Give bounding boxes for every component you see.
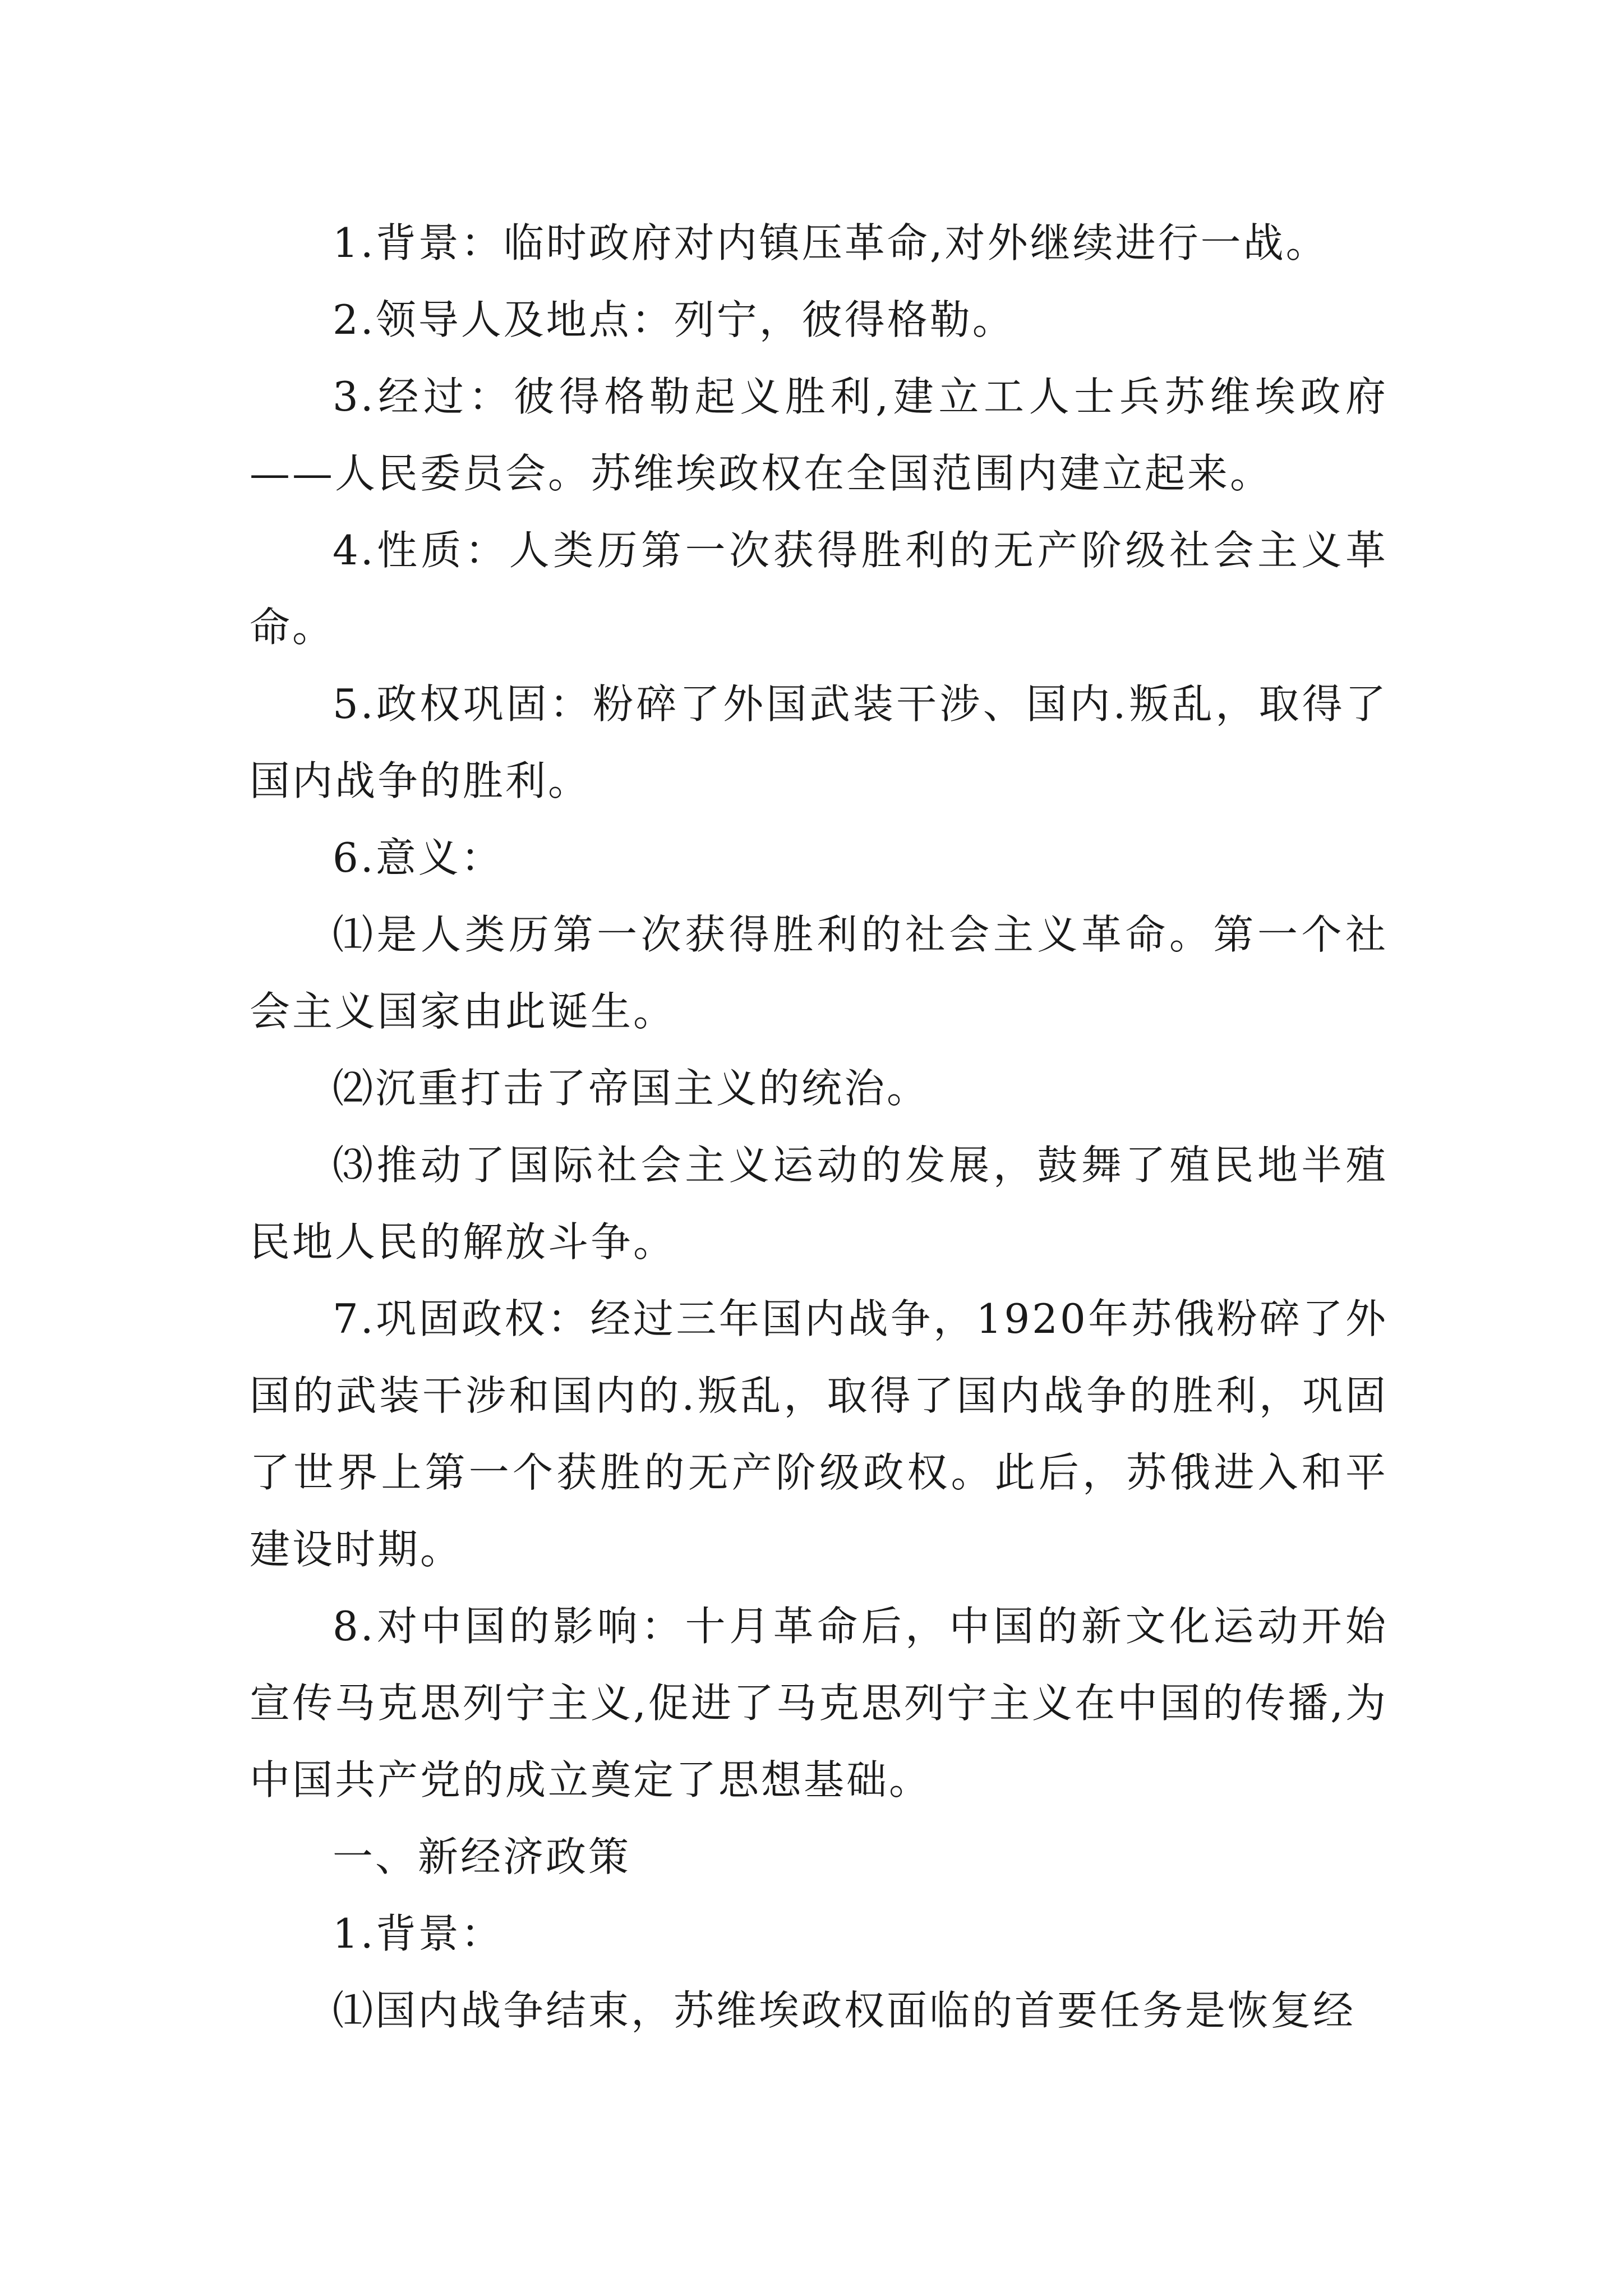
paragraph-influence-china: 8.对中国的影响：十月革命后，中国的新文化运动开始宣传马克思列宁主义,促进了马克思列宁主义在中国的传播,为中国共产党的成立奠定了思想基础。 <box>250 1603 1388 1803</box>
paragraph-consolidation: 5.政权巩固：粉碎了外国武装干涉、国内.叛乱，取得了国内战争的胜利。 <box>250 680 1388 804</box>
paragraph-leader-location: 2.领导人及地点：列宁，彼得格勒。 <box>333 296 1015 343</box>
paragraph-significance-heading: 6.意义： <box>333 834 504 881</box>
section-heading-new-economic-policy: 一、新经济政策 <box>333 1833 631 1880</box>
document-body <box>250 205 1388 2049</box>
paragraph-nature: 4.性质：人类历第一次获得胜利的无产阶级社会主义革命。 <box>250 527 1388 651</box>
paragraph-consolidate-power: 7.巩固政权：经过三年国内战争，1920年苏俄粉碎了外国的武装干涉和国内的.叛乱，取得了国内战争的胜利，巩固了世界上第一个获胜的无产阶级政权。此后，苏俄进入和平建设时期。 <box>250 1295 1388 1573</box>
paragraph-significance-2: ⑵沉重打击了帝国主义的统治。 <box>333 1065 930 1112</box>
paragraph-significance-3: ⑶推动了国际社会主义运动的发展，鼓舞了殖民地半殖民地人民的解放斗争。 <box>250 1142 1388 1266</box>
paragraph-significance-1: ⑴是人类历第一次获得胜利的社会主义革命。第一个社会主义国家由此诞生。 <box>250 911 1388 1035</box>
paragraph-background: 1.背景：临时政府对内镇压革命,对外继续进行一战。 <box>333 219 1329 266</box>
paragraph-nep-background-heading: 1.背景： <box>333 1910 504 1957</box>
paragraph-nep-background-1: ⑴国内战争结束，苏维埃政权面临的首要任务是恢复经 <box>333 1987 1356 2034</box>
paragraph-process: 3.经过：彼得格勒起义胜利,建立工人士兵苏维埃政府——人民委员会。苏维埃政权在全国范围内建立起来。 <box>250 373 1388 497</box>
